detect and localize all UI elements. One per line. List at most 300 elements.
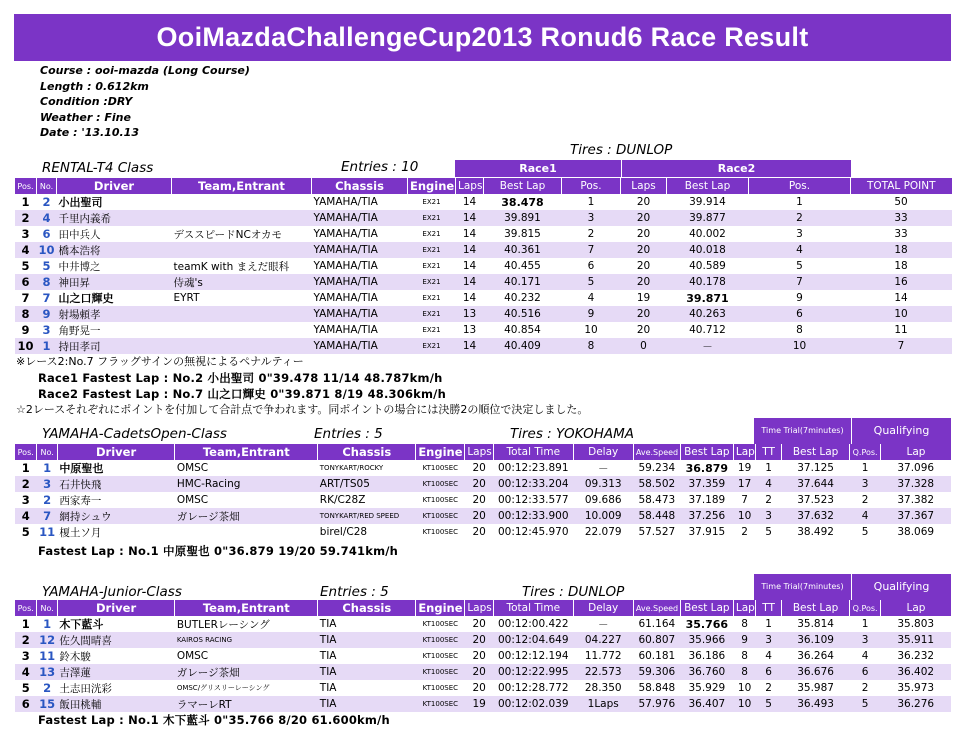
table-cell: 土志田洸彩 — [59, 682, 112, 695]
table-cell: 5 — [21, 525, 30, 539]
table-cell: EX21 — [408, 242, 456, 258]
table-cell: 36.276 — [880, 696, 951, 712]
table-cell: 3 — [42, 323, 51, 337]
table-cell: 11 — [894, 324, 908, 336]
cadets-entries: Entries : 5 — [314, 426, 383, 442]
column-header: Q.Pos. — [850, 600, 881, 616]
table-cell: 3 — [850, 476, 881, 492]
table-cell: 7 — [37, 508, 57, 524]
table-row — [15, 492, 952, 508]
table-cell: 59.234 — [638, 462, 676, 474]
table-cell: 20 — [621, 306, 667, 322]
table-cell: 6 — [15, 696, 37, 712]
column-header: Laps — [465, 444, 494, 460]
table-cell: 2 — [861, 494, 869, 506]
table-cell: 37.256 — [680, 508, 733, 524]
table-cell: EX21 — [408, 338, 456, 354]
table-cell: 20 — [472, 526, 486, 538]
table-row — [15, 664, 952, 680]
table-cell: 7 — [741, 494, 748, 506]
table-cell: 小出聖司 — [58, 196, 103, 209]
table-cell: 10 — [737, 682, 752, 694]
column-header: Engine — [416, 444, 465, 460]
table-cell: 4 — [15, 664, 37, 680]
table-cell: 6 — [15, 274, 37, 290]
table-cell: 10.009 — [573, 508, 633, 524]
junior-q-header: Qualifying — [851, 574, 951, 600]
table-cell: 13 — [37, 664, 57, 680]
table-cell: 19 — [636, 292, 651, 304]
table-cell: 8 — [741, 618, 748, 630]
rental-entries: Entries : 10 — [341, 159, 419, 175]
table-cell: 9 — [21, 323, 30, 337]
table-cell: 木下藍斗 — [59, 618, 104, 631]
table-cell: 37.632 — [781, 508, 849, 524]
column-header: Lap — [733, 444, 755, 460]
table-cell: 40.002 — [689, 228, 726, 240]
column-header: Driver — [57, 178, 172, 194]
table-cell: 2 — [749, 210, 851, 226]
table-cell: 6 — [749, 306, 851, 322]
table-cell: 57.527 — [638, 526, 676, 538]
table-cell: HMC-Racing — [175, 476, 318, 492]
table-cell: 14 — [462, 260, 477, 272]
column-header: TOTAL POINT — [851, 178, 952, 194]
table-cell: 吉澤蓮 — [57, 664, 174, 680]
table-cell: 9 — [562, 306, 621, 322]
table-cell: 4 — [749, 242, 851, 258]
table-cell: 2 — [15, 476, 37, 492]
table-cell: 40.232 — [504, 292, 541, 304]
page-title: OoiMazdaChallengeCup2013 Ronud6 Race Result — [14, 14, 951, 61]
penalty-note: ※レース2:No.7 フラッグサインの無視によるペナルティー — [16, 355, 304, 368]
table-cell: 36.186 — [688, 650, 726, 662]
rental-tires: Tires : DUNLOP — [570, 142, 673, 158]
table-cell: 3 — [756, 632, 782, 648]
table-cell: EX21 — [422, 294, 441, 302]
column-header: No. — [37, 600, 57, 616]
table-cell: KT100SEC — [416, 632, 465, 648]
table-cell — [175, 524, 318, 540]
table-cell: 20 — [472, 462, 486, 474]
column-header: Team,Entrant — [172, 178, 312, 194]
table-cell: 14 — [456, 338, 484, 354]
table-cell: 飯田桃輔 — [57, 696, 174, 712]
table-cell: 37.915 — [688, 526, 726, 538]
table-cell: 鈴木駿 — [59, 650, 91, 663]
table-cell: 1 — [21, 195, 30, 209]
table-cell: 20 — [472, 682, 486, 694]
table-cell: 3 — [21, 227, 30, 241]
junior-results-table — [14, 600, 951, 712]
table-cell: ガレージ茶畑 — [175, 664, 318, 680]
table-cell: 20 — [636, 196, 651, 208]
table-cell: 8 — [733, 664, 755, 680]
column-header: Delay — [573, 600, 633, 616]
table-cell: TIA — [319, 650, 337, 662]
column-header: Best Lap — [484, 178, 562, 194]
length-text: Length : 0.612km — [40, 79, 149, 93]
table-row — [15, 226, 952, 242]
weather-text: Weather : Fine — [40, 110, 131, 124]
cadets-class-title: YAMAHA-CadetsOpen-Class — [42, 426, 227, 442]
table-cell: 59.306 — [633, 664, 680, 680]
table-cell: teamK with まえだ眼科 — [173, 260, 290, 273]
junior-tt-header: Time Trial(7minutes) — [754, 574, 851, 600]
table-cell: 7 — [749, 274, 851, 290]
column-header: Lap — [880, 600, 951, 616]
table-cell: 14 — [462, 292, 477, 304]
table-cell: 1Laps — [573, 696, 633, 712]
column-header: Chassis — [318, 600, 416, 616]
table-cell: 1 — [796, 196, 803, 208]
table-cell: 37.125 — [797, 462, 834, 474]
table-cell: birel/C28 — [319, 526, 368, 538]
table-row — [15, 508, 952, 524]
table-cell: 20 — [621, 210, 667, 226]
table-cell: 1 — [37, 338, 57, 354]
table-row — [15, 524, 952, 540]
table-cell: 8 — [741, 650, 748, 662]
table-cell: 11 — [39, 525, 56, 539]
table-cell: 20 — [465, 664, 494, 680]
table-cell: 4 — [765, 650, 772, 662]
table-cell: 35.966 — [680, 632, 733, 648]
column-header: No. — [37, 178, 57, 194]
table-cell: 1 — [43, 617, 52, 631]
table-cell: 00:12:04.649 — [493, 632, 573, 648]
table-cell: KT100SEC — [416, 476, 465, 492]
column-header: Best Lap — [781, 444, 849, 460]
table-cell: 36.879 — [685, 461, 729, 475]
table-cell: OMSC — [176, 650, 209, 662]
table-cell: KT100SEC — [422, 652, 459, 660]
table-cell: 9 — [37, 306, 57, 322]
table-cell: 17 — [733, 476, 755, 492]
table-cell: BUTLERレーシング — [176, 618, 270, 631]
table-cell: 11 — [39, 649, 56, 663]
junior-entries: Entries : 5 — [320, 584, 389, 600]
column-header: Best Lap — [680, 600, 733, 616]
condition-text: Condition :DRY — [40, 95, 133, 108]
table-cell: 60.807 — [633, 632, 680, 648]
points-rule-note: ☆2レースそれぞれにポイントを付加して合計点で争われます。同ポイントの場合には決勝2の順位で決定しました。 — [16, 403, 589, 416]
table-cell: 35.987 — [797, 682, 834, 694]
column-header: Laps — [456, 178, 484, 194]
table-cell: 7 — [562, 242, 621, 258]
table-cell: ラマーレRT — [175, 696, 318, 712]
table-cell: 2 — [42, 195, 51, 209]
table-cell: 38.492 — [797, 526, 834, 538]
table-cell: YAMAHA/TIA — [313, 260, 378, 272]
table-cell: KT100SEC — [422, 620, 459, 628]
table-cell: 6 — [42, 227, 51, 241]
table-cell: 40.712 — [689, 324, 726, 336]
table-cell: EX21 — [408, 306, 456, 322]
column-header: Total Time — [493, 600, 573, 616]
table-cell: 40.263 — [667, 306, 749, 322]
table-cell: 2 — [15, 210, 37, 226]
table-row — [15, 242, 952, 258]
table-cell: KT100SEC — [422, 684, 459, 692]
table-cell: 5 — [861, 526, 869, 538]
table-cell: 39.914 — [689, 196, 726, 208]
table-cell: 3 — [37, 476, 57, 492]
table-cell: 00:12:02.039 — [493, 696, 573, 712]
table-cell: TONYKART/ROCKY — [319, 464, 384, 472]
cadets-fastest-lap: Fastest Lap : No.1 中原聖也 0"36.879 19/20 59.741km/h — [38, 544, 399, 558]
column-header: Lap — [880, 444, 951, 460]
cadets-results-table — [14, 444, 951, 540]
table-row — [15, 274, 952, 290]
date-text: Date : '13.10.13 — [40, 126, 139, 139]
table-cell: 8 — [15, 306, 37, 322]
table-cell: 14 — [462, 196, 477, 208]
table-cell — [172, 242, 312, 258]
table-cell: 00:12:28.772 — [497, 682, 569, 694]
cadets-section — [14, 418, 951, 540]
column-header: Total Time — [493, 444, 573, 460]
column-header: Q.Pos. — [850, 444, 881, 460]
race1-header: Race1 — [455, 160, 621, 177]
table-cell: 36.232 — [897, 650, 935, 662]
table-cell: 4 — [587, 292, 595, 304]
column-header: Ave.Speed — [633, 444, 680, 460]
table-cell: 40.018 — [667, 242, 749, 258]
table-cell: 14 — [894, 292, 908, 304]
table-cell: 4 — [15, 242, 37, 258]
table-cell: 1 — [21, 617, 30, 631]
table-cell: KT100SEC — [422, 528, 459, 536]
table-cell: 36.109 — [781, 632, 849, 648]
table-cell: YAMAHA/TIA — [312, 210, 408, 226]
table-cell: 58.448 — [633, 508, 680, 524]
column-header: Pos. — [15, 178, 37, 194]
table-cell: 千里内義希 — [57, 210, 172, 226]
table-row — [15, 290, 952, 306]
table-cell: 35.929 — [688, 682, 726, 694]
table-cell: YAMAHA/TIA — [312, 338, 408, 354]
table-cell: 網持シュウ — [57, 508, 174, 524]
column-header: Laps — [465, 600, 494, 616]
table-cell: 2 — [43, 493, 52, 507]
table-cell: 12 — [37, 632, 57, 648]
table-cell: 3 — [562, 210, 621, 226]
table-cell: 16 — [851, 274, 952, 290]
table-cell: 20 — [621, 242, 667, 258]
table-cell: 14 — [462, 228, 477, 240]
table-cell — [172, 338, 312, 354]
column-header: Ave.Speed — [633, 600, 680, 616]
table-cell: 5 — [562, 274, 621, 290]
table-cell: ART/TS05 — [318, 476, 416, 492]
course-text: Course : ooi-mazda (Long Course) — [40, 64, 250, 77]
table-cell: TIA — [318, 696, 416, 712]
column-header: Team,Entrant — [175, 600, 318, 616]
table-cell: 37.096 — [897, 462, 935, 474]
table-cell: 10 — [851, 306, 952, 322]
table-cell: 28.350 — [584, 682, 622, 694]
column-header: Engine — [416, 600, 465, 616]
table-cell: KT100SEC — [422, 496, 459, 504]
table-row — [15, 616, 952, 632]
column-header: Chassis — [312, 178, 408, 194]
table-cell: 中原聖也 — [59, 462, 104, 475]
rental-section — [14, 142, 951, 354]
table-row — [15, 632, 952, 648]
table-cell: 00:12:12.194 — [497, 650, 569, 662]
table-cell: 22.079 — [584, 526, 622, 538]
table-cell: 西家寿一 — [59, 494, 102, 507]
table-cell: 20 — [621, 274, 667, 290]
table-row — [15, 338, 952, 354]
table-cell: 2 — [741, 526, 748, 538]
table-cell: 佐久間晴喜 — [57, 632, 174, 648]
column-header: Lap — [733, 600, 755, 616]
table-cell: 5 — [756, 696, 782, 712]
table-cell: 40.589 — [689, 260, 726, 272]
table-cell: 37.382 — [897, 494, 935, 506]
table-cell: 37.644 — [781, 476, 849, 492]
table-cell: 60.181 — [638, 650, 676, 662]
table-cell: 射場頼孝 — [57, 306, 172, 322]
table-cell: 38.069 — [897, 526, 935, 538]
table-cell: 神田昇 — [57, 274, 172, 290]
table-cell: KT100SEC — [422, 464, 459, 472]
table-cell: 19 — [737, 462, 752, 474]
column-header: Driver — [57, 600, 174, 616]
table-cell: 4 — [37, 210, 57, 226]
table-row — [15, 306, 952, 322]
table-cell: KT100SEC — [416, 508, 465, 524]
table-row — [15, 210, 952, 226]
table-cell: 36.676 — [781, 664, 849, 680]
table-cell: YAMAHA/TIA — [313, 196, 378, 208]
table-cell: 3 — [21, 649, 30, 663]
column-header: Laps — [621, 178, 667, 194]
table-cell: 37.359 — [680, 476, 733, 492]
table-cell: RK/C28Z — [319, 494, 366, 506]
column-header: Driver — [57, 444, 174, 460]
column-header: Team,Entrant — [175, 444, 318, 460]
table-cell: 13 — [462, 324, 477, 336]
table-cell: 2 — [861, 682, 869, 694]
table-cell: OMSC — [176, 494, 209, 506]
table-cell: EX21 — [408, 210, 456, 226]
table-cell: 00:12:33.577 — [497, 494, 569, 506]
table-cell: 00:12:23.891 — [497, 462, 569, 474]
junior-tires: Tires : DUNLOP — [522, 584, 625, 600]
table-cell: 20 — [636, 324, 651, 336]
table-cell: 3 — [756, 508, 782, 524]
table-cell: 9 — [796, 292, 803, 304]
table-cell: 18 — [894, 260, 908, 272]
table-cell: 14 — [456, 210, 484, 226]
table-cell: 2 — [587, 228, 595, 240]
table-cell: 00:12:45.970 — [497, 526, 569, 538]
table-cell: 6 — [756, 664, 782, 680]
table-cell: 36.407 — [680, 696, 733, 712]
table-cell: 36.264 — [797, 650, 834, 662]
table-cell: 09.686 — [584, 494, 622, 506]
table-cell: 38.478 — [501, 195, 544, 209]
table-cell: 6 — [850, 664, 881, 680]
table-cell: 40.516 — [484, 306, 562, 322]
table-cell — [172, 194, 312, 210]
table-cell: 39.877 — [667, 210, 749, 226]
table-cell: 橋本浩将 — [57, 242, 172, 258]
race-info — [40, 63, 250, 141]
table-cell: 40.171 — [484, 274, 562, 290]
table-cell: 5 — [42, 259, 51, 273]
column-header: Pos. — [15, 600, 37, 616]
table-cell — [172, 322, 312, 338]
table-cell: 5 — [796, 260, 803, 272]
table-cell: TONYKART/RED SPEED — [318, 508, 416, 524]
table-cell: 1 — [765, 618, 772, 630]
table-cell: EX21 — [422, 262, 441, 270]
table-cell: 中井博之 — [58, 260, 101, 273]
column-header: TT — [756, 444, 782, 460]
table-cell: 40.178 — [667, 274, 749, 290]
table-cell: デススピードNCオカモ — [173, 228, 283, 241]
table-cell: YAMAHA/TIA — [313, 292, 378, 304]
table-cell: 40.361 — [484, 242, 562, 258]
table-cell: 13 — [456, 306, 484, 322]
table-cell: TIA — [318, 632, 416, 648]
table-cell: YAMAHA/TIA — [313, 324, 378, 336]
rental-class-title: RENTAL-T4 Class — [42, 160, 154, 176]
column-header: No. — [37, 444, 57, 460]
table-cell: 2 — [15, 632, 37, 648]
table-cell: 10 — [15, 338, 37, 354]
table-cell: 40.854 — [504, 324, 541, 336]
race2-header: Race2 — [621, 160, 851, 177]
race1-fastest-lap: Race1 Fastest Lap : No.2 小出聖司 0"39.478 11/14 48.787km/h — [38, 371, 443, 385]
table-cell: 35.911 — [880, 632, 951, 648]
table-row — [15, 258, 952, 274]
table-cell: 5 — [21, 681, 30, 695]
table-cell: 10 — [733, 508, 755, 524]
table-cell: 3 — [850, 632, 881, 648]
table-cell: 36.760 — [680, 664, 733, 680]
table-cell: 14 — [456, 274, 484, 290]
table-cell: 9 — [733, 632, 755, 648]
table-cell: 35.973 — [897, 682, 935, 694]
table-row — [15, 476, 952, 492]
table-cell: 39.891 — [484, 210, 562, 226]
table-cell: 00:12:22.995 — [493, 664, 573, 680]
table-cell: 角野晃一 — [58, 324, 101, 337]
table-cell: 35.814 — [797, 618, 834, 630]
table-cell: 19 — [465, 696, 494, 712]
table-cell: 4 — [850, 508, 881, 524]
cadets-q-header: Qualifying — [851, 418, 951, 444]
table-cell: 2 — [765, 682, 772, 694]
table-cell: 10 — [584, 324, 598, 336]
table-cell: 1 — [861, 462, 869, 474]
column-header: Pos. — [15, 444, 37, 460]
table-cell: 8 — [796, 324, 803, 336]
table-cell: 20 — [465, 476, 494, 492]
table-cell: 58.502 — [633, 476, 680, 492]
table-cell: 39.871 — [686, 291, 729, 305]
junior-fastest-lap: Fastest Lap : No.1 木下藍斗 0"35.766 8/20 61.600km/h — [38, 713, 390, 727]
table-cell: 6 — [587, 260, 595, 272]
table-cell: 20 — [465, 632, 494, 648]
table-row — [15, 680, 952, 696]
cadets-tires: Tires : YOKOHAMA — [510, 426, 635, 442]
